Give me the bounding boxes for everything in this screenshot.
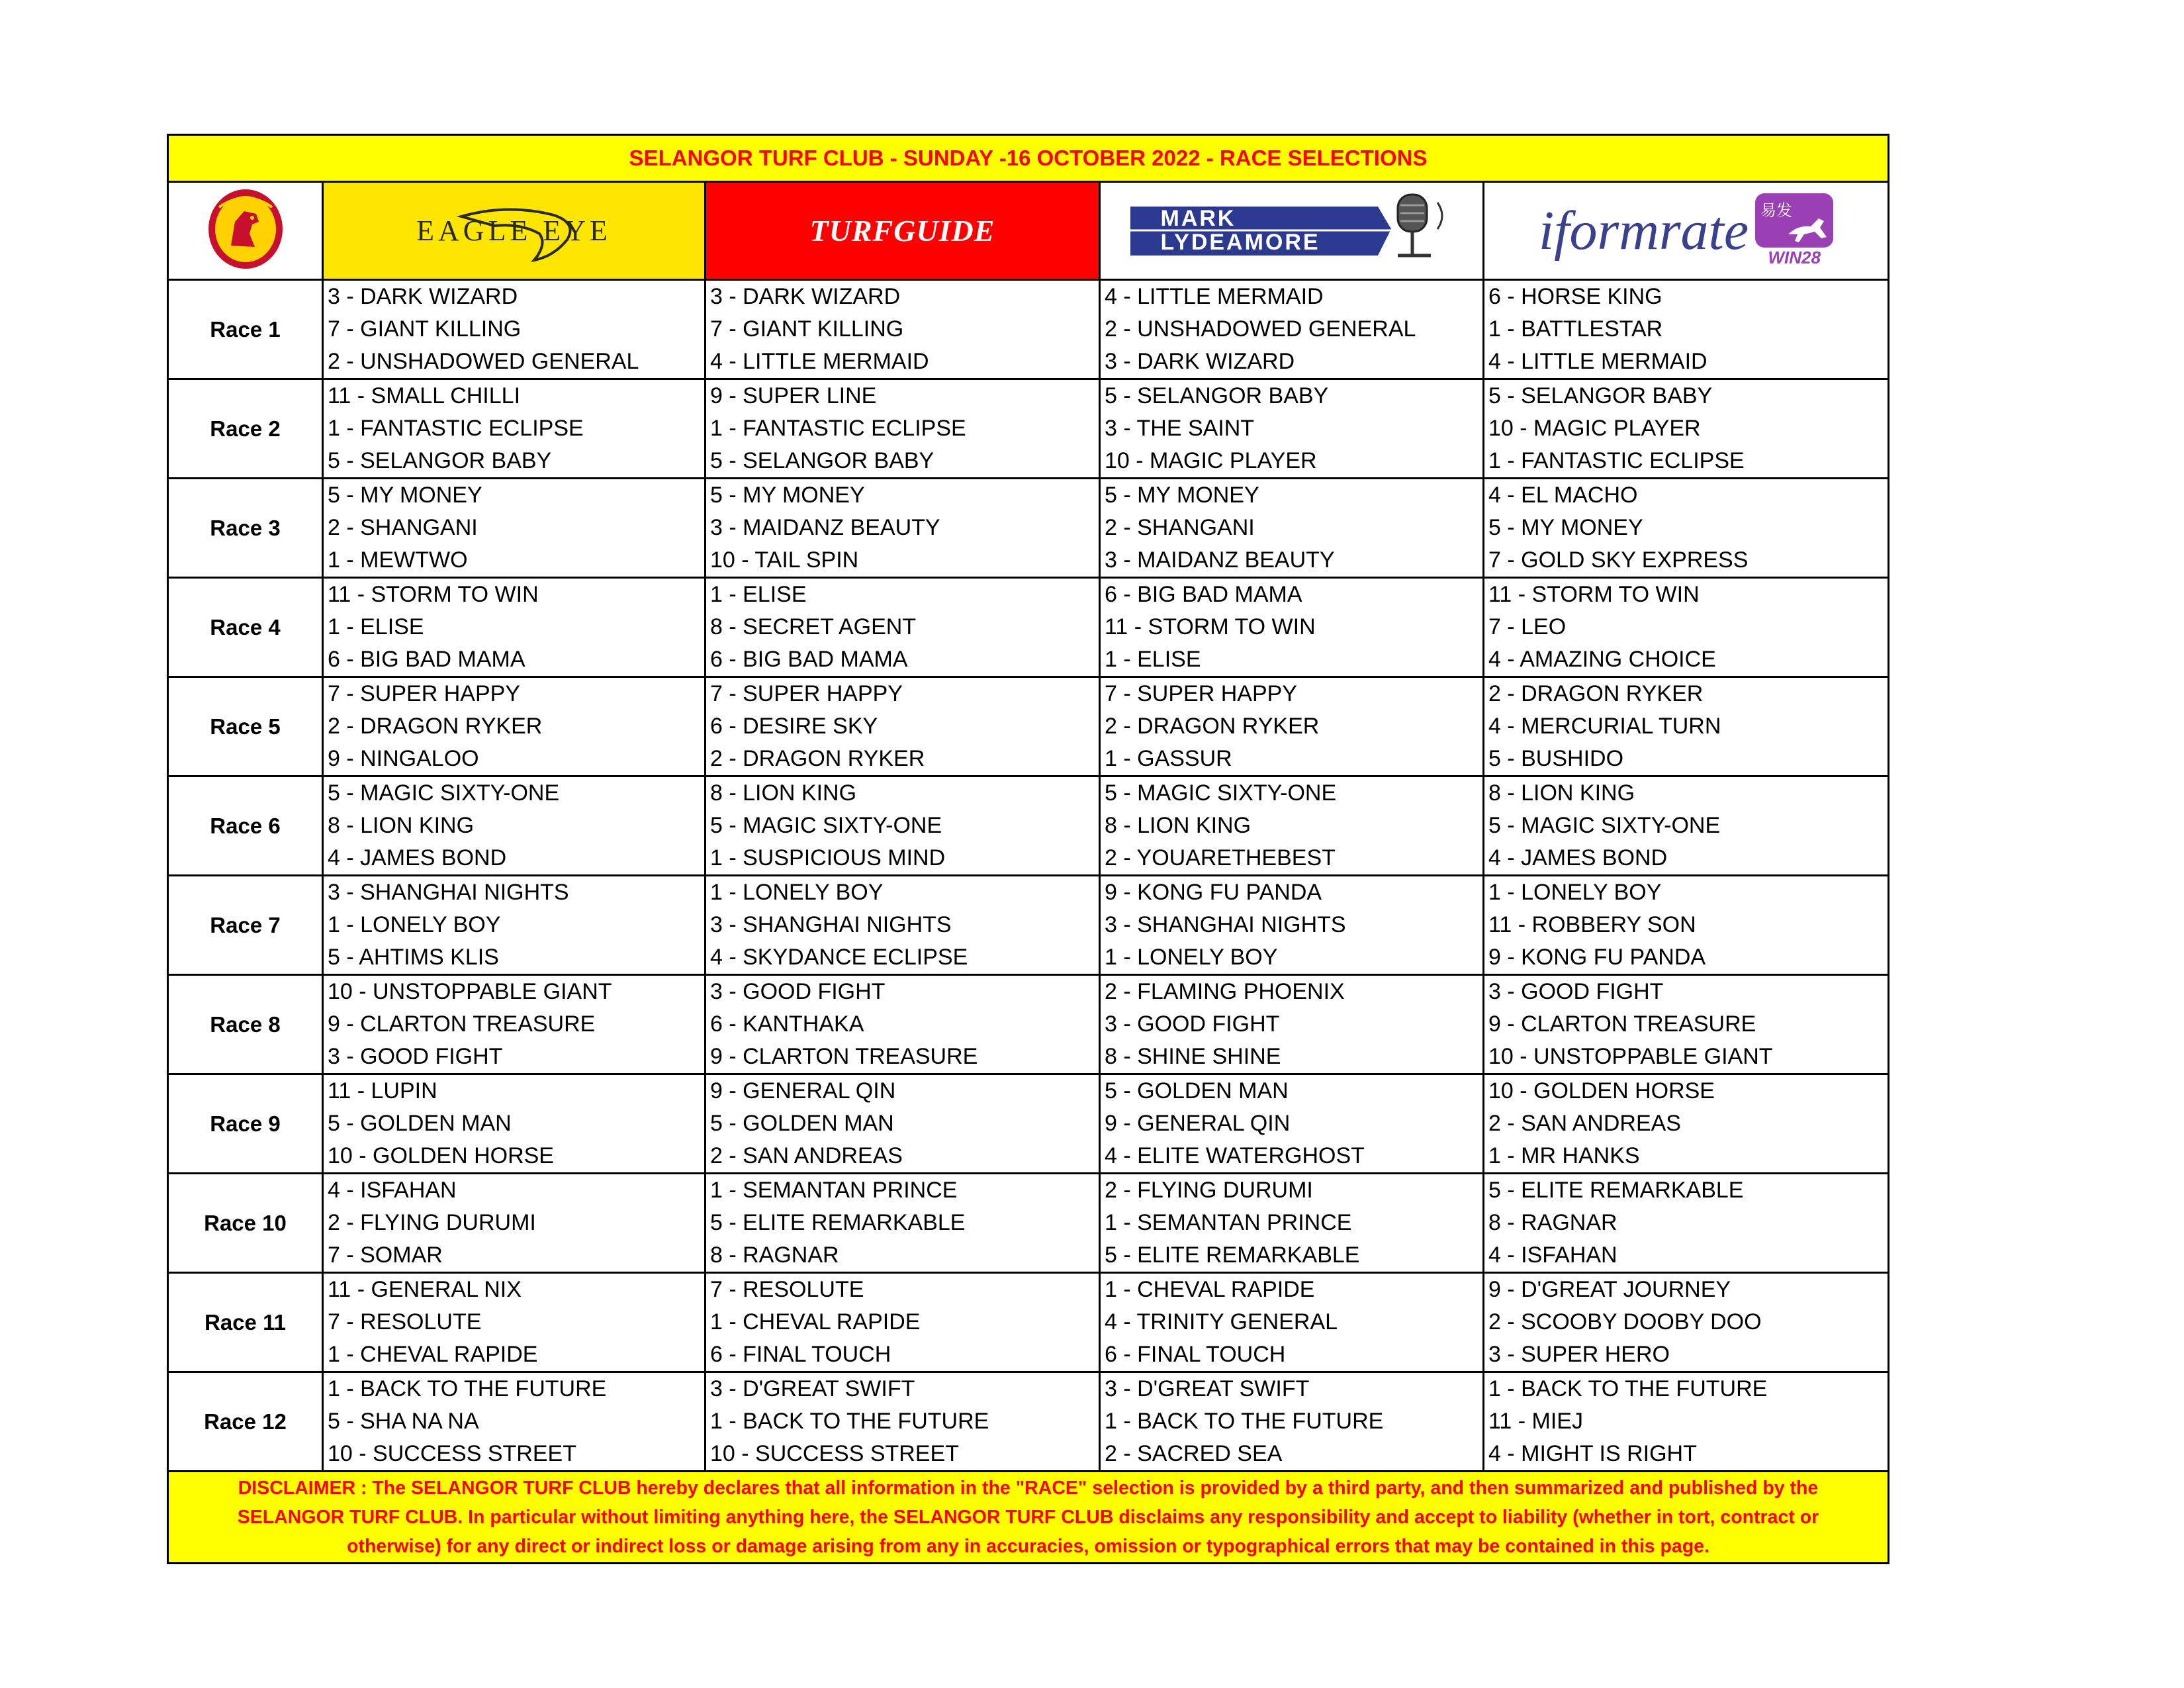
- horse-pick: 6 - FINAL TOUCH: [1105, 1342, 1286, 1367]
- horse-pick: 5 - SELANGOR BABY: [710, 448, 934, 473]
- horse-pick: 7 - SUPER HAPPY: [1105, 681, 1297, 706]
- horse-pick: 4 - JAMES BOND: [328, 845, 507, 870]
- horse-pick: 5 - MY MONEY: [328, 483, 482, 508]
- mark-lydeamore-logo: [1126, 189, 1457, 269]
- horse-pick: 5 - MAGIC SIXTY-ONE: [1105, 780, 1337, 806]
- race-label: Race 8: [168, 975, 323, 1074]
- race-label: Race 12: [168, 1372, 323, 1472]
- tipster-picks-cell: [1100, 876, 1484, 975]
- horse-pick: 5 - ELITE REMARKABLE: [1105, 1243, 1360, 1268]
- horse-pick: 5 - SELANGOR BABY: [328, 448, 552, 473]
- tipster-picks-cell: [1484, 479, 1889, 578]
- tipster-picks-cell: [1100, 1074, 1484, 1174]
- race-row: [168, 479, 1889, 578]
- race-row: [168, 280, 1889, 379]
- horse-pick: 4 - ISFAHAN: [328, 1178, 457, 1203]
- horse-pick: 9 - GENERAL QIN: [1105, 1111, 1291, 1136]
- tipster-picks-cell: [1100, 1372, 1484, 1472]
- horse-pick: 5 - BUSHIDO: [1488, 746, 1624, 771]
- horse-pick: 9 - NINGALOO: [328, 746, 479, 771]
- tipster-picks-cell: [323, 479, 705, 578]
- horse-pick: 4 - ELITE WATERGHOST: [1105, 1143, 1365, 1168]
- horse-pick: 1 - ELISE: [710, 582, 807, 607]
- horse-pick: 2 - FLYING DURUMI: [328, 1210, 536, 1235]
- tipster-picks-cell: [323, 876, 705, 975]
- horse-rider-icon: [1784, 208, 1831, 245]
- horse-pick: 10 - MAGIC PLAYER: [1488, 416, 1701, 441]
- race-label: Race 11: [168, 1273, 323, 1372]
- horse-pick: 8 - SHINE SHINE: [1105, 1044, 1281, 1069]
- horse-pick: 10 - SUCCESS STREET: [710, 1441, 959, 1466]
- horse-pick: 10 - UNSTOPPABLE GIANT: [1488, 1044, 1773, 1069]
- horse-pick: 4 - LITTLE MERMAID: [1488, 349, 1707, 374]
- horse-pick: 6 - DESIRE SKY: [710, 714, 878, 739]
- horse-pick: 1 - CHEVAL RAPIDE: [1105, 1277, 1315, 1302]
- tipster-picks-cell: [323, 1074, 705, 1174]
- race-row: [168, 1372, 1889, 1472]
- tipster-picks-cell: [323, 1273, 705, 1372]
- tipster-picks-cell: [1484, 677, 1889, 776]
- horse-pick: 2 - SAN ANDREAS: [1488, 1111, 1681, 1136]
- horse-pick: 9 - SUPER LINE: [710, 383, 877, 408]
- horse-pick: 5 - GOLDEN MAN: [1105, 1078, 1289, 1103]
- horse-pick: 3 - GOOD FIGHT: [328, 1044, 503, 1069]
- tipster-picks-cell: [1484, 1074, 1889, 1174]
- horse-pick: 5 - MAGIC SIXTY-ONE: [1488, 813, 1721, 838]
- tipster-picks-cell: [1100, 578, 1484, 677]
- tipster-picks-cell: [1484, 1273, 1889, 1372]
- horse-pick: 1 - SEMANTAN PRINCE: [710, 1178, 958, 1203]
- horse-pick: 6 - BIG BAD MAMA: [710, 647, 908, 672]
- horse-pick: 4 - ISFAHAN: [1488, 1243, 1617, 1268]
- tipster-picks-cell: [1484, 1174, 1889, 1273]
- horse-pick: 7 - SUPER HAPPY: [710, 681, 903, 706]
- horse-pick: 6 - BIG BAD MAMA: [328, 647, 525, 672]
- mark-lydeamore-logo-cell: [1100, 182, 1484, 280]
- horse-pick: 4 - TRINITY GENERAL: [1105, 1309, 1338, 1335]
- horse-pick: 10 - GOLDEN HORSE: [1488, 1078, 1715, 1103]
- tipster-picks-cell: [1484, 876, 1889, 975]
- horse-pick: 4 - SKYDANCE ECLIPSE: [710, 945, 968, 970]
- horse-pick: 11 - STORM TO WIN: [1488, 582, 1700, 607]
- race-row: [168, 1074, 1889, 1174]
- tipster-picks-cell: [1484, 280, 1889, 379]
- horse-pick: 3 - D'GREAT SWIFT: [710, 1376, 915, 1401]
- horse-pick: 2 - DRAGON RYKER: [710, 746, 925, 771]
- disclaimer-row: [168, 1472, 1889, 1564]
- horse-pick: 10 - TAIL SPIN: [710, 547, 859, 573]
- horse-pick: 7 - LEO: [1488, 614, 1567, 639]
- horse-pick: 5 - ELITE REMARKABLE: [1488, 1178, 1744, 1203]
- logo-row: [168, 182, 1889, 280]
- horse-pick: 11 - SMALL CHILLI: [328, 383, 521, 408]
- horse-pick: 3 - THE SAINT: [1105, 416, 1255, 441]
- horse-pick: 6 - FINAL TOUCH: [710, 1342, 891, 1367]
- horse-pick: 3 - SUPER HERO: [1488, 1342, 1670, 1367]
- disclaimer-text: DISCLAIMER : The SELANGOR TURF CLUB hereby declares that all information in the "RACE" selection is provided by a third party, and then summarized and published by the SELANGOR TURF CLUB. In particular without limiting anything here, the SELANGOR TURF CLUB disclaims any responsibility and accept to liability (whether in tort, contract or otherwise) for any direct or indirect loss or damage arising from any in accuracies, omission or typographical errors that may be contained in this page.: [168, 1472, 1889, 1564]
- tipster-picks-cell: [323, 975, 705, 1074]
- win28-label: WIN28: [1768, 248, 1821, 267]
- horse-pick: 9 - D'GREAT JOURNEY: [1488, 1277, 1731, 1302]
- horse-pick: 7 - GOLD SKY EXPRESS: [1488, 547, 1749, 573]
- stc-club-logo-icon: [206, 187, 285, 271]
- horse-pick: 9 - KONG FU PANDA: [1488, 945, 1706, 970]
- horse-pick: 2 - UNSHADOWED GENERAL: [328, 349, 639, 374]
- race-label: Race 10: [168, 1174, 323, 1273]
- horse-pick: 3 - D'GREAT SWIFT: [1105, 1376, 1310, 1401]
- horse-pick: 9 - KONG FU PANDA: [1105, 880, 1322, 905]
- race-label: Race 4: [168, 578, 323, 677]
- horse-pick: 1 - FANTASTIC ECLIPSE: [710, 416, 966, 441]
- horse-pick: 3 - SHANGHAI NIGHTS: [328, 880, 569, 905]
- stc-logo-cell: [168, 182, 323, 280]
- tipster-picks-cell: [1100, 975, 1484, 1074]
- horse-pick: 10 - MAGIC PLAYER: [1105, 448, 1317, 473]
- horse-pick: 7 - RESOLUTE: [328, 1309, 482, 1335]
- tipster-picks-cell: [705, 379, 1100, 479]
- race-label: Race 6: [168, 776, 323, 876]
- horse-pick: 1 - BACK TO THE FUTURE: [710, 1409, 989, 1434]
- horse-pick: 2 - FLAMING PHOENIX: [1105, 979, 1345, 1004]
- horse-pick: 1 - BACK TO THE FUTURE: [1488, 1376, 1768, 1401]
- race-row: [168, 975, 1889, 1074]
- horse-pick: 4 - LITTLE MERMAID: [710, 349, 929, 374]
- horse-pick: 8 - RAGNAR: [1488, 1210, 1617, 1235]
- race-row: [168, 677, 1889, 776]
- turfguide-logo-text: TURFGUIDE: [809, 214, 995, 248]
- horse-pick: 1 - CHEVAL RAPIDE: [328, 1342, 538, 1367]
- horse-pick: 11 - LUPIN: [328, 1078, 437, 1103]
- horse-pick: 1 - LONELY BOY: [328, 912, 501, 937]
- horse-pick: 5 - MY MONEY: [710, 483, 865, 508]
- horse-pick: 4 - JAMES BOND: [1488, 845, 1668, 870]
- eagle-eye-logo-cell: [323, 182, 705, 280]
- race-row: [168, 1174, 1889, 1273]
- tipster-picks-cell: [1484, 379, 1889, 479]
- horse-pick: 1 - GASSUR: [1105, 746, 1232, 771]
- tipster-picks-cell: [705, 677, 1100, 776]
- tipster-picks-cell: [705, 578, 1100, 677]
- horse-pick: 10 - GOLDEN HORSE: [328, 1143, 554, 1168]
- horse-pick: 3 - GOOD FIGHT: [1105, 1011, 1280, 1037]
- horse-pick: 5 - MY MONEY: [1488, 515, 1643, 540]
- horse-pick: 3 - SHANGHAI NIGHTS: [1105, 912, 1346, 937]
- horse-pick: 2 - DRAGON RYKER: [328, 714, 543, 739]
- tipster-picks-cell: [705, 1174, 1100, 1273]
- race-row: [168, 1273, 1889, 1372]
- horse-pick: 1 - ELISE: [1105, 647, 1201, 672]
- iformrate-logo-cell: [1484, 182, 1889, 280]
- horse-pick: 7 - RESOLUTE: [710, 1277, 864, 1302]
- tipster-picks-cell: [1484, 776, 1889, 876]
- horse-pick: 5 - MAGIC SIXTY-ONE: [328, 780, 560, 806]
- horse-pick: 2 - UNSHADOWED GENERAL: [1105, 316, 1416, 342]
- horse-pick: 5 - SELANGOR BABY: [1105, 383, 1329, 408]
- horse-pick: 4 - LITTLE MERMAID: [1105, 284, 1324, 309]
- horse-pick: 2 - DRAGON RYKER: [1105, 714, 1320, 739]
- horse-pick: 2 - SHANGANI: [328, 515, 478, 540]
- horse-pick: 4 - MIGHT IS RIGHT: [1488, 1441, 1697, 1466]
- horse-pick: 3 - DARK WIZARD: [1105, 349, 1295, 374]
- horse-pick: 7 - GIANT KILLING: [328, 316, 522, 342]
- horse-pick: 2 - SACRED SEA: [1105, 1441, 1283, 1466]
- race-selections-table: [167, 134, 1889, 1564]
- race-label: Race 5: [168, 677, 323, 776]
- tipster-picks-cell: [323, 776, 705, 876]
- tipster-picks-cell: [1100, 776, 1484, 876]
- horse-pick: 3 - DARK WIZARD: [328, 284, 518, 309]
- horse-pick: 4 - AMAZING CHOICE: [1488, 647, 1716, 672]
- tipster-picks-cell: [1100, 677, 1484, 776]
- horse-pick: 7 - SUPER HAPPY: [328, 681, 520, 706]
- horse-pick: 5 - ELITE REMARKABLE: [710, 1210, 966, 1235]
- horse-pick: 8 - LION KING: [1105, 813, 1251, 838]
- horse-pick: 2 - SAN ANDREAS: [710, 1143, 903, 1168]
- horse-pick: 11 - GENERAL NIX: [328, 1277, 522, 1302]
- horse-pick: 1 - BACK TO THE FUTURE: [328, 1376, 607, 1401]
- mark-logo-line1: MARK: [1160, 206, 1236, 231]
- tipster-picks-cell: [1484, 1372, 1889, 1472]
- horse-pick: 1 - ELISE: [328, 614, 424, 639]
- horse-pick: 1 - CHEVAL RAPIDE: [710, 1309, 921, 1335]
- horse-pick: 8 - LION KING: [1488, 780, 1635, 806]
- race-label: Race 9: [168, 1074, 323, 1174]
- tipster-picks-cell: [705, 1372, 1100, 1472]
- race-label: Race 2: [168, 379, 323, 479]
- tipster-picks-cell: [1484, 975, 1889, 1074]
- tipster-picks-cell: [1100, 379, 1484, 479]
- tipster-picks-cell: [323, 1372, 705, 1472]
- tipster-picks-cell: [323, 280, 705, 379]
- horse-pick: 5 - GOLDEN MAN: [710, 1111, 894, 1136]
- eagle-eye-logo-text: EAGLE EYE: [416, 214, 612, 247]
- microphone-icon: [1378, 189, 1457, 269]
- turfguide-logo-cell: [705, 182, 1100, 280]
- horse-pick: 1 - MEWTWO: [328, 547, 468, 573]
- horse-pick: 8 - SECRET AGENT: [710, 614, 917, 639]
- tipster-picks-cell: [705, 1074, 1100, 1174]
- horse-pick: 9 - CLARTON TREASURE: [1488, 1011, 1756, 1037]
- horse-pick: 2 - YOUARETHEBEST: [1105, 845, 1336, 870]
- tipster-picks-cell: [705, 479, 1100, 578]
- horse-pick: 9 - CLARTON TREASURE: [710, 1044, 978, 1069]
- tipster-picks-cell: [1100, 280, 1484, 379]
- horse-pick: 4 - MERCURIAL TURN: [1488, 714, 1721, 739]
- tipster-picks-cell: [705, 280, 1100, 379]
- mark-logo-line2: LYDEAMORE: [1160, 230, 1320, 255]
- horse-pick: 9 - CLARTON TREASURE: [328, 1011, 596, 1037]
- tipster-picks-cell: [1484, 578, 1889, 677]
- tipster-picks-cell: [323, 1174, 705, 1273]
- horse-pick: 2 - SHANGANI: [1105, 515, 1255, 540]
- tipster-picks-cell: [323, 578, 705, 677]
- horse-pick: 5 - SHA NA NA: [328, 1409, 479, 1434]
- horse-pick: 2 - SCOOBY DOOBY DOO: [1488, 1309, 1762, 1335]
- horse-pick: 8 - LION KING: [710, 780, 857, 806]
- tipster-picks-cell: [1100, 479, 1484, 578]
- horse-pick: 7 - SOMAR: [328, 1243, 443, 1268]
- win28-cn-label: 易发: [1760, 201, 1793, 220]
- tipster-picks-cell: [705, 1273, 1100, 1372]
- horse-pick: 1 - FANTASTIC ECLIPSE: [1488, 448, 1745, 473]
- iformrate-logo-text: iformrate: [1538, 200, 1749, 261]
- horse-pick: 3 - MAIDANZ BEAUTY: [1105, 547, 1335, 573]
- race-row: [168, 876, 1889, 975]
- race-row: [168, 379, 1889, 479]
- horse-pick: 1 - SEMANTAN PRINCE: [1105, 1210, 1352, 1235]
- horse-pick: 5 - GOLDEN MAN: [328, 1111, 512, 1136]
- horse-pick: 8 - RAGNAR: [710, 1243, 839, 1268]
- horse-pick: 1 - BACK TO THE FUTURE: [1105, 1409, 1384, 1434]
- tipster-picks-cell: [1100, 1273, 1484, 1372]
- horse-pick: 11 - MIEJ: [1488, 1409, 1583, 1434]
- title-row: [168, 135, 1889, 182]
- tipster-picks-cell: [705, 975, 1100, 1074]
- horse-pick: 4 - EL MACHO: [1488, 483, 1638, 508]
- horse-pick: 3 - GOOD FIGHT: [1488, 979, 1664, 1004]
- horse-pick: 5 - SELANGOR BABY: [1488, 383, 1713, 408]
- race-row: [168, 578, 1889, 677]
- iformrate-logo: [1539, 193, 1833, 268]
- horse-pick: 1 - MR HANKS: [1488, 1143, 1640, 1168]
- race-row: [168, 776, 1889, 876]
- horse-pick: 10 - SUCCESS STREET: [328, 1441, 576, 1466]
- horse-pick: 11 - STORM TO WIN: [328, 582, 539, 607]
- race-label: Race 1: [168, 280, 323, 379]
- horse-pick: 6 - BIG BAD MAMA: [1105, 582, 1302, 607]
- horse-pick: 1 - LONELY BOY: [710, 880, 884, 905]
- horse-pick: 8 - LION KING: [328, 813, 475, 838]
- horse-pick: 2 - DRAGON RYKER: [1488, 681, 1704, 706]
- horse-pick: 1 - LONELY BOY: [1105, 945, 1278, 970]
- horse-pick: 6 - HORSE KING: [1488, 284, 1662, 309]
- horse-pick: 7 - GIANT KILLING: [710, 316, 904, 342]
- horse-pick: 1 - BATTLESTAR: [1488, 316, 1663, 342]
- horse-pick: 11 - ROBBERY SON: [1488, 912, 1696, 937]
- horse-pick: 1 - FANTASTIC ECLIPSE: [328, 416, 584, 441]
- eagle-eye-logo: [375, 198, 653, 264]
- race-label: Race 3: [168, 479, 323, 578]
- horse-pick: 10 - UNSTOPPABLE GIANT: [328, 979, 612, 1004]
- tipster-picks-cell: [1100, 1174, 1484, 1273]
- horse-pick: 5 - MAGIC SIXTY-ONE: [710, 813, 942, 838]
- race-label: Race 7: [168, 876, 323, 975]
- horse-pick: 1 - SUSPICIOUS MIND: [710, 845, 946, 870]
- page-title: SELANGOR TURF CLUB - SUNDAY -16 OCTOBER 2022 - RACE SELECTIONS: [168, 135, 1889, 182]
- horse-pick: 6 - KANTHAKA: [710, 1011, 864, 1037]
- horse-pick: 9 - GENERAL QIN: [710, 1078, 896, 1103]
- horse-pick: 3 - SHANGHAI NIGHTS: [710, 912, 952, 937]
- horse-pick: 3 - DARK WIZARD: [710, 284, 901, 309]
- horse-pick: 5 - MY MONEY: [1105, 483, 1259, 508]
- horse-pick: 5 - AHTIMS KLIS: [328, 945, 499, 970]
- tipster-picks-cell: [323, 677, 705, 776]
- win28-badge: [1755, 193, 1833, 248]
- tipster-picks-cell: [323, 379, 705, 479]
- horse-pick: 3 - MAIDANZ BEAUTY: [710, 515, 940, 540]
- horse-pick: 11 - STORM TO WIN: [1105, 614, 1316, 639]
- horse-pick: 1 - LONELY BOY: [1488, 880, 1662, 905]
- horse-pick: 2 - FLYING DURUMI: [1105, 1178, 1313, 1203]
- tipster-picks-cell: [705, 876, 1100, 975]
- horse-pick: 3 - GOOD FIGHT: [710, 979, 886, 1004]
- tipster-picks-cell: [705, 776, 1100, 876]
